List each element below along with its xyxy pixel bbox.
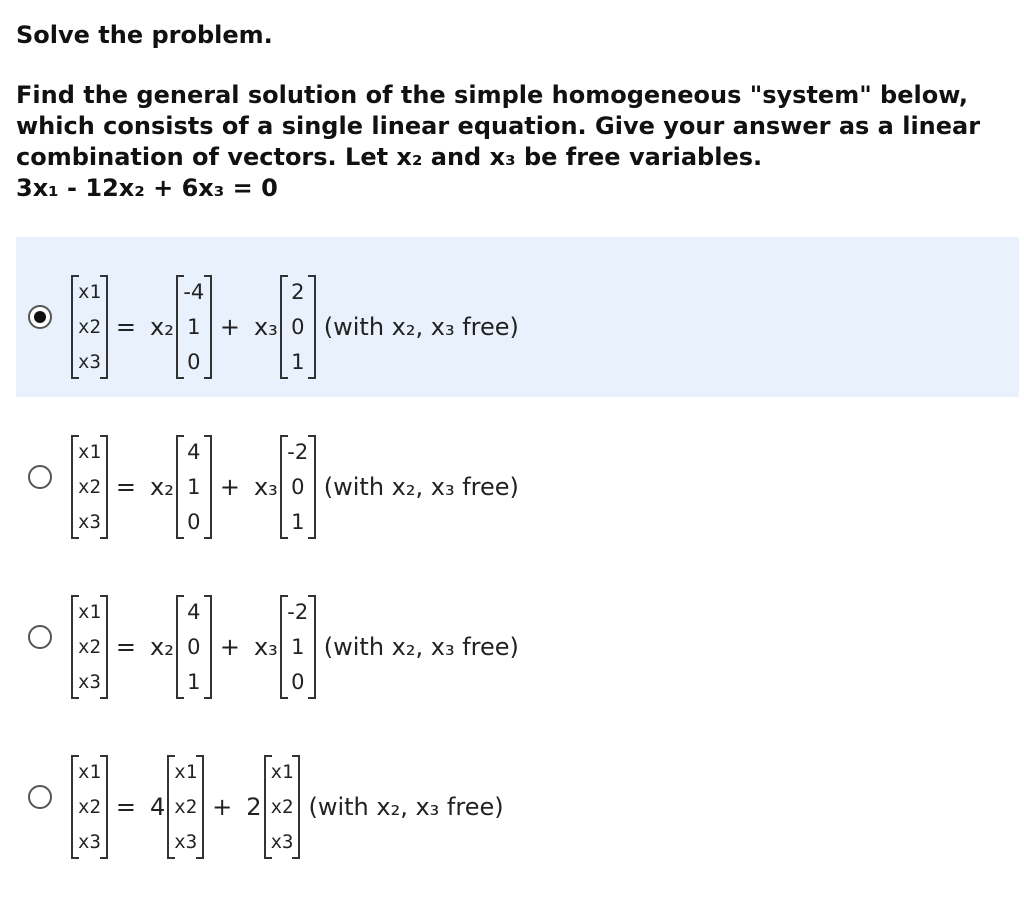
plus-sign: + [219, 313, 240, 341]
matrix-cell: 1 [187, 669, 201, 694]
radio-button[interactable] [28, 305, 52, 329]
matrix-cell: x2 [78, 475, 101, 498]
matrix-cell: x3 [174, 830, 198, 853]
matrix-cell: x3 [78, 510, 101, 533]
coefficient-1: x₂ [150, 313, 174, 341]
matrix-cell: 2 [291, 280, 305, 305]
answer-expression [71, 275, 519, 379]
matrix-cell: 0 [291, 314, 305, 339]
radio-button[interactable] [28, 625, 52, 649]
lhs-vector [71, 275, 108, 379]
coefficient-2: x₃ [253, 313, 278, 341]
lhs-vector [71, 595, 108, 699]
matrix-cell: 4 [187, 600, 201, 625]
matrix-cell: x2 [78, 635, 101, 658]
answer-expression [71, 595, 519, 699]
answer-options [16, 237, 1019, 877]
lhs-vector [71, 755, 108, 859]
coefficient-2: x₃ [253, 633, 278, 661]
plus-sign: + [219, 473, 240, 501]
free-variables-note: (with x₂, x₃ free) [323, 633, 519, 661]
vector-1 [176, 435, 212, 539]
matrix-cell: x2 [270, 795, 294, 818]
matrix-cell: x3 [78, 670, 101, 693]
vector-1 [167, 755, 204, 859]
matrix-cell: x1 [270, 761, 294, 784]
answer-expression [71, 435, 519, 539]
matrix-cell: x1 [78, 761, 101, 784]
matrix-cell: x3 [270, 830, 294, 853]
coefficient-1: x₂ [150, 633, 174, 661]
free-variables-note: (with x₂, x₃ free) [323, 313, 519, 341]
answer-expression [71, 755, 504, 859]
matrix-cell: -2 [287, 600, 309, 625]
lhs-vector [71, 435, 108, 539]
matrix-cell: 0 [187, 634, 201, 659]
free-variables-note: (with x₂, x₃ free) [323, 473, 519, 501]
equals-sign: = [115, 793, 136, 821]
matrix-cell: -4 [183, 280, 205, 305]
matrix-cell: 0 [291, 474, 305, 499]
equals-sign: = [115, 313, 136, 341]
matrix-cell: x1 [78, 281, 101, 304]
answer-option[interactable] [16, 717, 1019, 877]
matrix-cell: 1 [291, 349, 305, 374]
answer-option[interactable] [16, 557, 1019, 717]
matrix-cell: x3 [78, 350, 101, 373]
vector-2 [264, 755, 301, 859]
vector-2 [280, 595, 316, 699]
matrix-cell: x1 [78, 441, 101, 464]
plus-sign: + [219, 633, 240, 661]
matrix-cell: x2 [174, 795, 198, 818]
answer-option[interactable] [16, 237, 1019, 397]
matrix-cell: x1 [78, 601, 101, 624]
vector-2 [280, 275, 316, 379]
problem-heading: Solve the problem. [16, 21, 273, 49]
free-variables-note: (with x₂, x₃ free) [308, 793, 504, 821]
matrix-cell: -2 [287, 440, 309, 465]
matrix-cell: 1 [187, 474, 201, 499]
matrix-cell: 4 [187, 440, 201, 465]
equals-sign: = [115, 633, 136, 661]
matrix-cell: 1 [291, 634, 305, 659]
coefficient-2: 2 [246, 793, 262, 821]
prompt-equation: 3x₁ - 12x₂ + 6x₃ = 0 [16, 174, 278, 202]
matrix-cell: 1 [291, 509, 305, 534]
coefficient-1: x₂ [150, 473, 174, 501]
radio-button[interactable] [28, 785, 52, 809]
matrix-cell: x2 [78, 795, 101, 818]
matrix-cell: 0 [187, 509, 201, 534]
matrix-cell: x2 [78, 315, 101, 338]
matrix-cell: 0 [291, 669, 305, 694]
matrix-cell: 0 [187, 349, 201, 374]
matrix-cell: x3 [78, 830, 101, 853]
plus-sign: + [212, 793, 233, 821]
radio-button[interactable] [28, 465, 52, 489]
vector-1 [176, 595, 212, 699]
matrix-cell: 1 [187, 314, 201, 339]
coefficient-1: 4 [150, 793, 166, 821]
matrix-cell: x1 [174, 761, 198, 784]
problem-prompt [16, 80, 1006, 204]
vector-1 [176, 275, 212, 379]
prompt-text: Find the general solution of the simple homogeneous "system" below, which consists of a single linear equation. Give your answer as a linear combination of vectors. Let x₂ and x₃ be free variables. [16, 81, 981, 171]
equals-sign: = [115, 473, 136, 501]
vector-2 [280, 435, 316, 539]
coefficient-2: x₃ [253, 473, 278, 501]
answer-option[interactable] [16, 397, 1019, 557]
